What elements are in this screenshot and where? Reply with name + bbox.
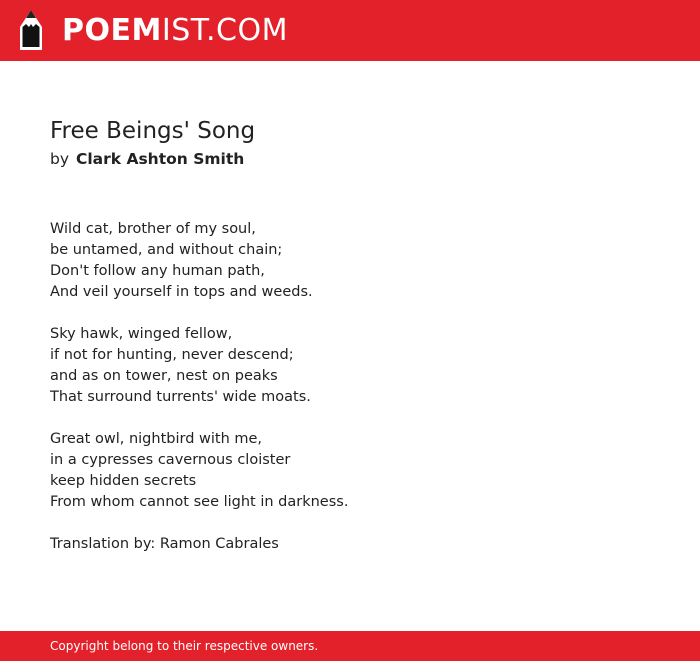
- stanza-3: [50, 429, 670, 513]
- poem-line: and as on tower, nest on peaks: [50, 368, 278, 384]
- translation-credit: Translation by: Ramon Cabrales: [50, 536, 279, 552]
- poem-line: Great owl, nightbird with me,: [50, 431, 263, 447]
- site-footer: [0, 631, 700, 661]
- poem-line: if not for hunting, never descend;: [50, 347, 294, 363]
- poem-body: [50, 219, 670, 555]
- author-name: Clark Ashton Smith: [75, 150, 245, 168]
- site-logo-link[interactable]: [18, 10, 288, 52]
- poem-line: Wild cat, brother of my soul,: [50, 221, 256, 237]
- logo-text-light: IST.COM: [161, 13, 288, 48]
- by-label: by: [50, 150, 70, 168]
- poem-byline: [50, 148, 670, 170]
- translation-note: [50, 534, 670, 555]
- poem-line: That surround turrents' wide moats.: [50, 389, 311, 405]
- site-header: [0, 0, 700, 61]
- poem-line: And veil yourself in tops and weeds.: [50, 284, 313, 300]
- poem-line: From whom cannot see light in darkness.: [50, 494, 349, 510]
- poem-line: Sky hawk, winged fellow,: [50, 326, 233, 342]
- stanza-2: [50, 324, 670, 408]
- poem-line: be untamed, and without chain;: [50, 242, 283, 258]
- poem-line: keep hidden secrets: [50, 473, 197, 489]
- poem-line: Don't follow any human path,: [50, 263, 265, 279]
- pencil-tip-icon: [18, 10, 44, 52]
- poem-title: Free Beings' Song: [50, 118, 256, 144]
- copyright-text: Copyright belong to their respective owners.: [50, 639, 319, 653]
- poem-content: [50, 116, 670, 576]
- site-logo-text: [62, 10, 288, 52]
- logo-text-bold: POEM: [62, 13, 162, 48]
- poem-line: in a cypresses cavernous cloister: [50, 452, 291, 468]
- stanza-1: [50, 219, 670, 303]
